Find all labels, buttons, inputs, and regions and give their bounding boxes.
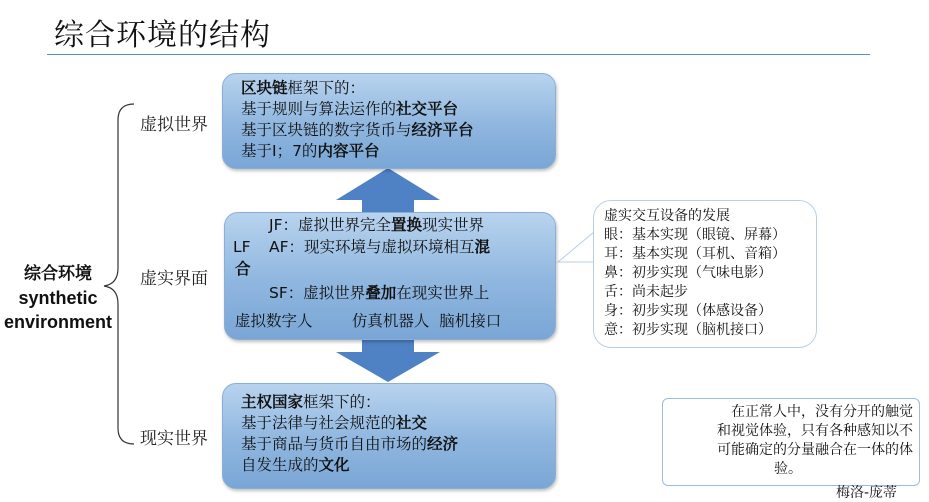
virtual-world-box: [222, 73, 556, 169]
down-arrow: [336, 340, 440, 382]
mixed-interface-box: [224, 212, 556, 340]
callout-item: 眼：基本实现（眼镜、屏幕）: [604, 227, 786, 243]
up-arrow: [336, 168, 440, 212]
callout-pointer: [558, 232, 594, 262]
level-real: 现实世界: [140, 429, 208, 449]
callout-item: 鼻：初步实现（气味电影）: [604, 265, 772, 281]
quote-box: [662, 398, 920, 486]
virtual-box-line-2: 基于规则与算法运作的社交平台: [241, 100, 459, 118]
quote-author: 梅洛-庞蒂: [836, 485, 898, 501]
jf-line: JF：虚拟世界完全置换现实世界: [269, 216, 485, 234]
af-line: AF：现实环境与虚拟环境相互混: [269, 238, 491, 256]
side-label-en-2: environment: [3, 312, 113, 332]
page-title: 综合环境的结构: [54, 18, 271, 53]
side-label: [2, 262, 114, 334]
side-label-en-1: synthetic: [18, 288, 98, 308]
callout-item: 舌：尚未起步: [604, 284, 688, 300]
callout-item: 意：初步实现（脑机接口）: [604, 322, 772, 338]
real-box-line-3: 基于商品与货币自由市场的经济: [241, 435, 459, 453]
quote-line-2: 和视觉体验，只有各种感知以不: [717, 423, 913, 439]
real-box-line-4: 自发生成的文化: [241, 456, 350, 474]
device-callout: [593, 200, 817, 348]
callout-item: 耳：基本实现（耳机、音箱）: [604, 246, 786, 262]
real-box-line-1: 主权国家框架下的：: [241, 393, 381, 411]
af-line-wrap: 合: [235, 260, 251, 278]
callout-title: 虚实交互设备的发展: [604, 208, 730, 224]
quote-line-1: 在正常人中，没有分开的触觉: [731, 404, 913, 420]
level-mixed: 虚实界面: [140, 269, 208, 289]
quote-line-3: 可能确定的分量融合在一体的体: [717, 442, 913, 458]
real-box-line-2: 基于法律与社会规范的社交: [241, 414, 428, 432]
virtual-box-line-1: 区块链框架下的：: [241, 79, 366, 97]
sf-line: SF：虚拟世界叠加在现实世界上: [269, 284, 490, 302]
side-label-zh: 综合环境: [24, 264, 92, 284]
virtual-box-line-3: 基于区块链的数字货币与经济平台: [241, 121, 474, 139]
virtual-box-line-4: 基于I；7的内容平台: [241, 142, 380, 160]
level-virtual: 虚拟世界: [140, 115, 208, 135]
lf-label: LF: [233, 238, 251, 256]
real-world-box: [222, 383, 556, 489]
callout-item: 身：初步实现（体感设备）: [604, 303, 772, 319]
quote-line-4: 验。: [774, 461, 802, 477]
mid-box-examples: 虚拟数字人 仿真机器人 脑机接口: [235, 312, 502, 330]
